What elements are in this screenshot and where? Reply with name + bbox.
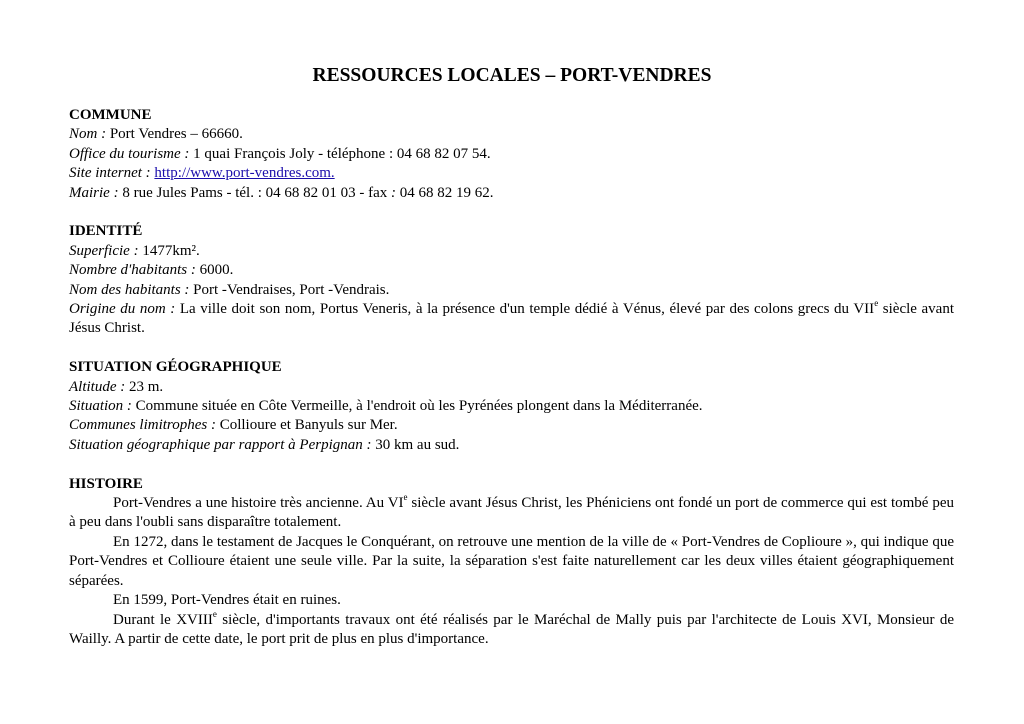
field-value: 23 m. [129, 378, 164, 395]
paragraph-text: Durant le XVIII [113, 611, 213, 628]
section-situation [69, 358, 954, 455]
section-identite [69, 222, 954, 338]
field-label: Situation géographique par rapport à Perpignan : [69, 436, 372, 453]
field-nom-habitants [69, 281, 954, 300]
field-situation-perpignan [69, 436, 954, 455]
section-heading-commune: COMMUNE [69, 107, 152, 123]
document-body [69, 106, 954, 649]
field-label: Nom : [69, 126, 107, 143]
field-label: Mairie : [69, 184, 119, 201]
section-heading-identite: IDENTITÉ [69, 223, 143, 240]
website-link[interactable]: http://www.port-vendres.com. [154, 165, 335, 182]
field-nom [69, 125, 954, 144]
paragraph-text: siècle avant Jésus Christ, les Phéniciens ont fondé un port de commerce qui est tombé peu à peu dans l'oubli sans disparaître totalement. [69, 495, 954, 531]
field-value: 1477km². [142, 242, 200, 259]
field-colon: : [391, 184, 397, 201]
field-value: Commune située en Côte Vermeille, à l'endroit où les Pyrénées plongent dans la Méditerranée. [135, 398, 703, 415]
document-title: RESSOURCES LOCALES – PORT-VENDRES [312, 65, 712, 86]
field-value: Collioure et Banyuls sur Mer. [219, 417, 398, 434]
field-label: Altitude : [69, 378, 126, 395]
field-site-internet [69, 164, 954, 183]
field-value: 1 quai François Joly - téléphone : 04 68 82 07 54. [193, 145, 491, 162]
superscript: e [403, 492, 408, 503]
field-value: La ville doit son nom, Portus Veneris, à la présence d'un temple dédié à Vénus, élevé par des colons grecs du VII [179, 301, 875, 318]
field-superficie [69, 242, 954, 261]
field-value: Port -Vendraises, Port -Vendrais. [193, 281, 390, 298]
field-value: 6000. [199, 262, 234, 279]
field-label: Communes limitrophes : [69, 417, 216, 434]
histoire-paragraph: En 1272, dans le testament de Jacques le Conquérant, on retrouve une mention de la ville de « Port-Vendres de Coplioure », qui indique que Port-Vendres et Collioure étaient une seule ville. Par la suite, la séparation s'est faite naturellement car les deux villes étaient géographiquement séparées. [69, 533, 954, 589]
section-histoire [69, 475, 954, 650]
field-origine-nom [69, 300, 954, 339]
histoire-paragraph: En 1599, Port-Vendres était en ruines. [113, 592, 341, 609]
paragraph-text: Port-Vendres a une histoire très ancienne. Au VI [113, 495, 404, 512]
field-situation [69, 397, 954, 416]
field-nombre-habitants [69, 261, 954, 280]
superscript: e [212, 608, 217, 619]
field-value: 8 rue Jules Pams - tél. : 04 68 82 01 03 - fax [122, 184, 388, 201]
field-label: Nom des habitants : [69, 281, 190, 298]
field-label: Origine du nom : [69, 301, 176, 318]
field-label: Superficie : [69, 242, 139, 259]
section-heading-histoire: HISTOIRE [69, 475, 143, 492]
field-label: Nombre d'habitants : [69, 262, 196, 279]
field-value: siècle avant Jésus Christ. [69, 301, 954, 337]
field-value: Port Vendres – 66660. [109, 126, 243, 143]
field-office-tourisme [69, 145, 954, 164]
histoire-paragraph [69, 494, 954, 533]
field-altitude [69, 378, 954, 397]
field-value: 04 68 82 19 62. [399, 184, 494, 201]
superscript: e [874, 298, 879, 309]
field-label: Site internet : [69, 165, 151, 182]
section-heading-situation: SITUATION GÉOGRAPHIQUE [69, 359, 282, 376]
field-mairie [69, 184, 954, 203]
histoire-paragraph [69, 608, 954, 650]
field-label: Situation : [69, 398, 132, 415]
field-value: 30 km au sud. [375, 436, 460, 453]
field-communes-limitrophes [69, 416, 954, 435]
paragraph-text: siècle, d'importants travaux ont été réalisés par le Maréchal de Mally puis par l'architecte de Louis XVI, Monsieur de Wailly. A partir de cette date, le port prit de plus en plus d'importance. [69, 611, 954, 647]
section-commune [69, 106, 954, 203]
field-label: Office du tourisme : [69, 145, 190, 162]
